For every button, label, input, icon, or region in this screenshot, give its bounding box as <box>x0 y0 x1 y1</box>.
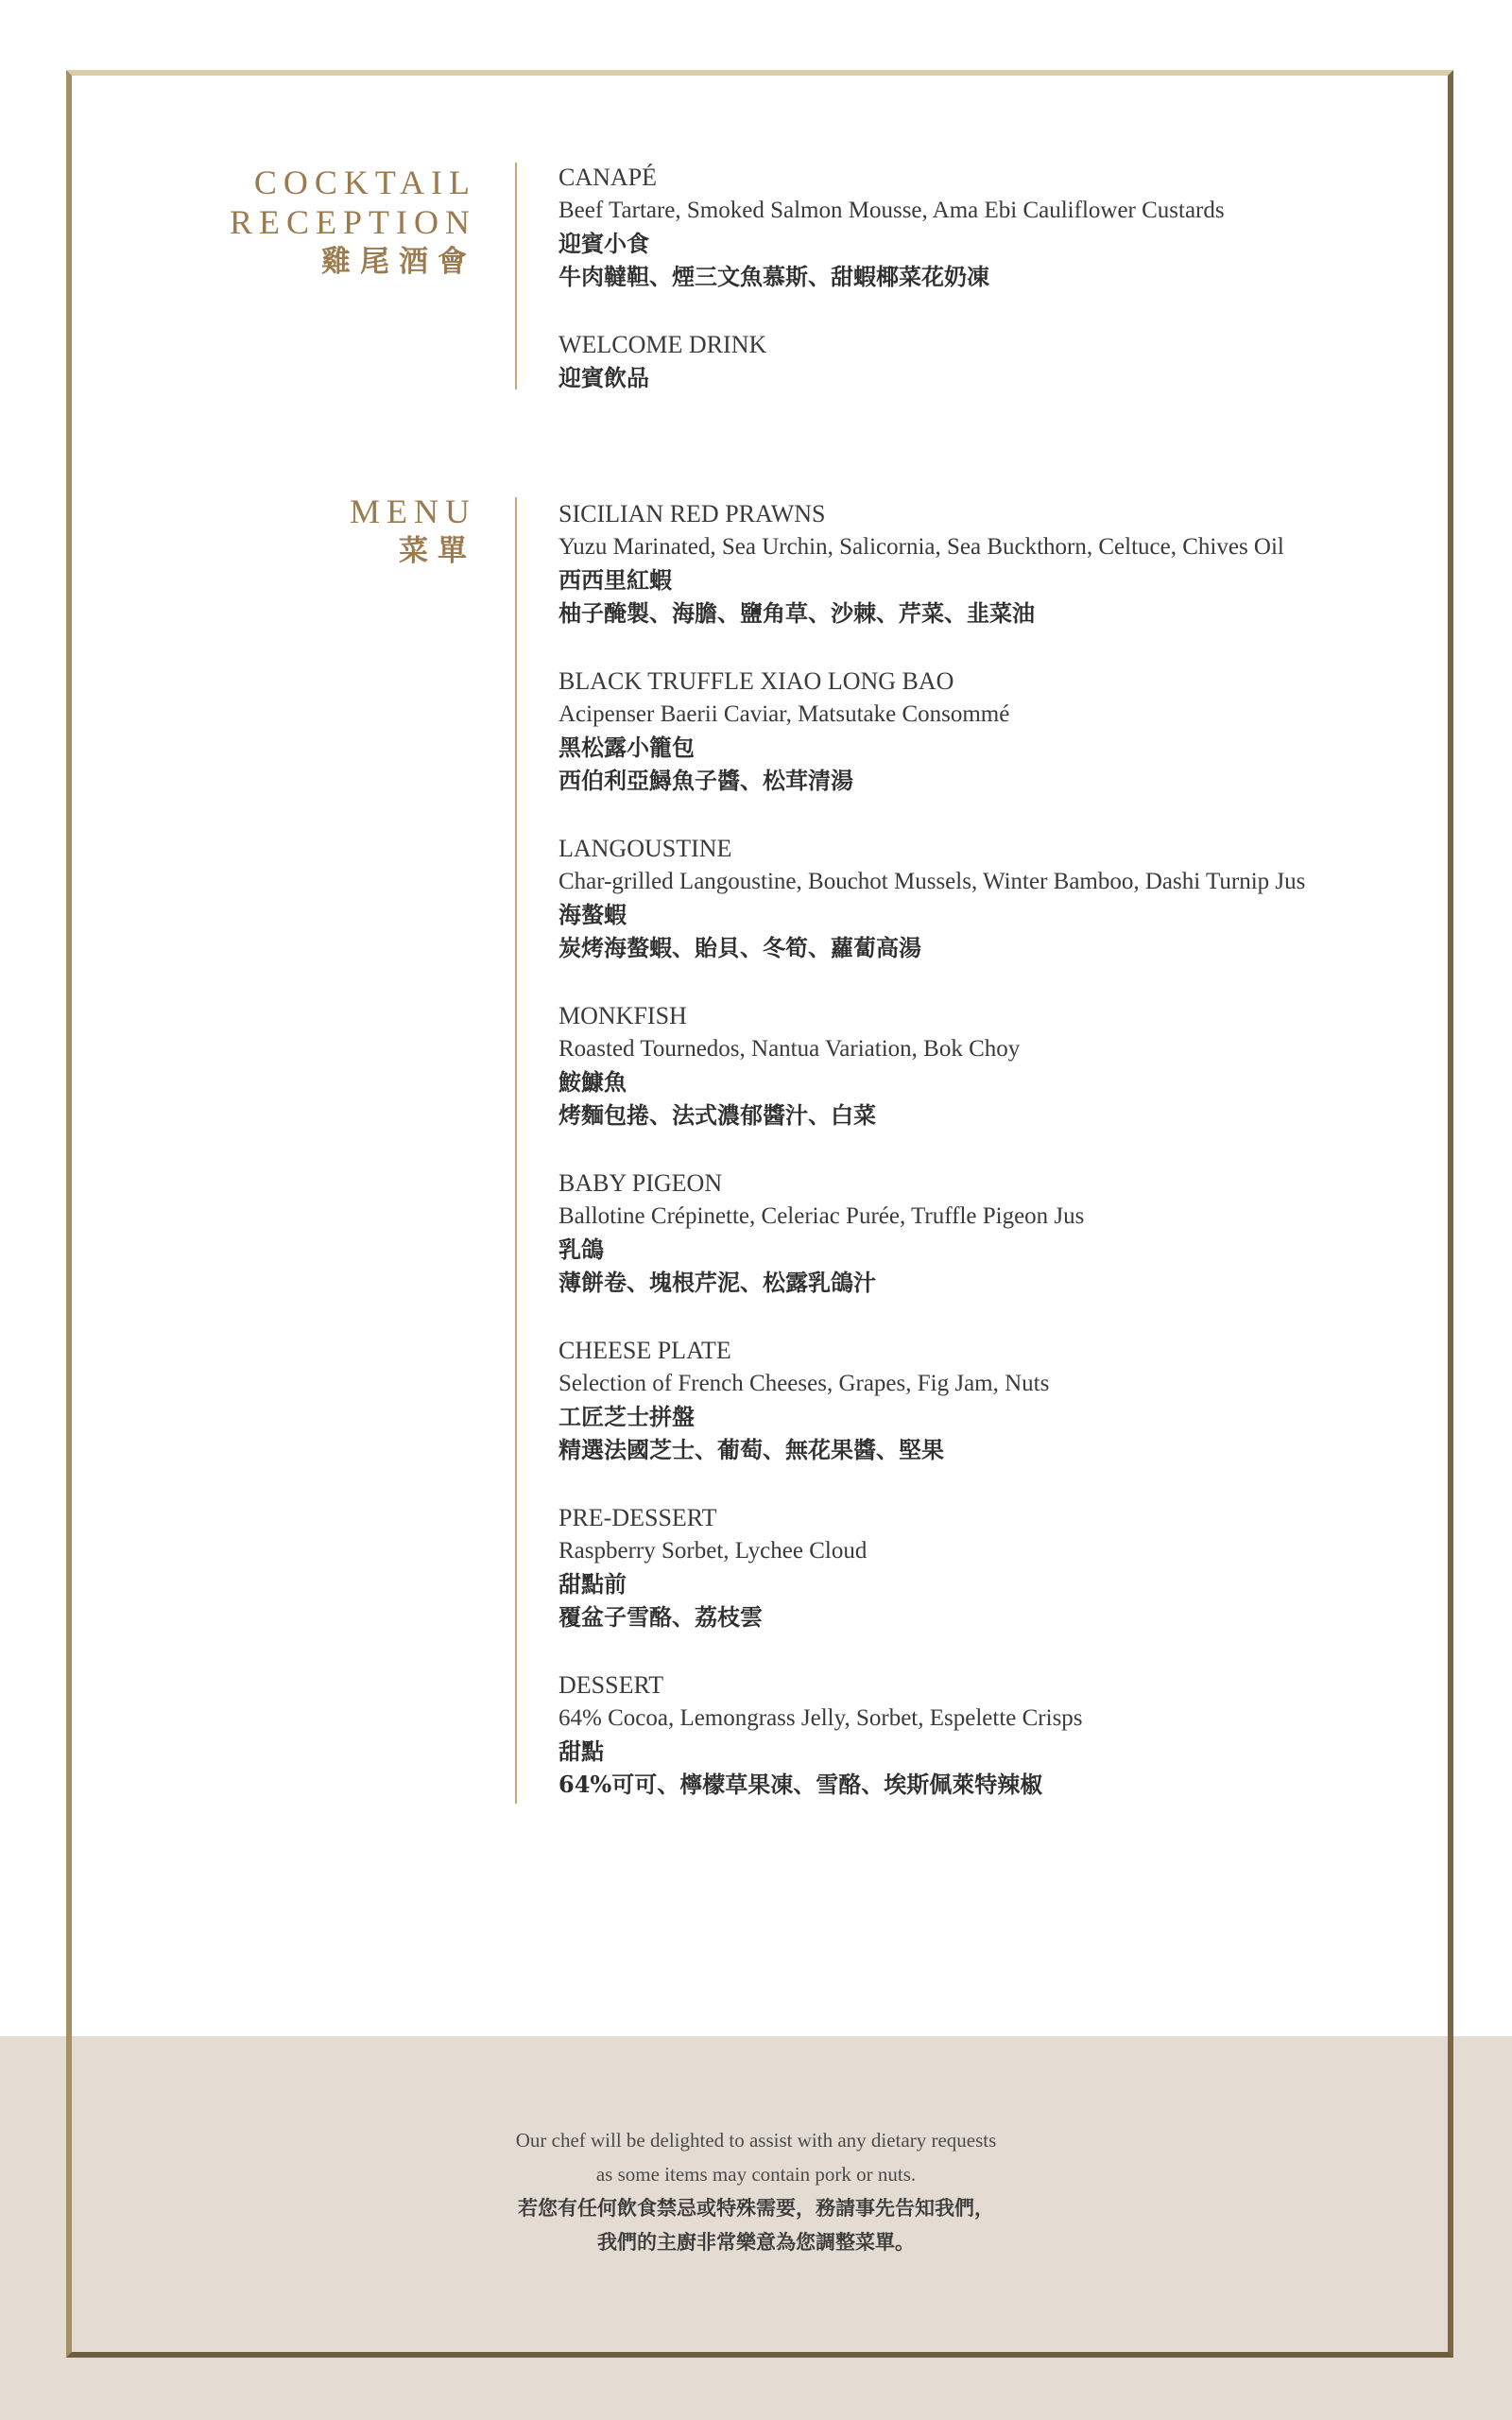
item-name: CANAPÉ <box>558 164 658 191</box>
item-name: MONKFISH <box>558 1002 687 1029</box>
item-description: Ballotine Crépinette, Celeriac Purée, Truffle Pigeon Jus <box>558 1203 1085 1229</box>
menu-item <box>558 832 1409 964</box>
item-name: PRE-DESSERT <box>558 1504 717 1531</box>
item-description: Char-grilled Langoustine, Bouchot Mussels, Winter Bamboo, Dashi Turnip Jus <box>558 869 1306 894</box>
cocktail-title-line-1: COCKTAIL <box>253 164 476 201</box>
menu-title: MENU <box>350 493 476 530</box>
item-name: BABY PIGEON <box>558 1169 723 1197</box>
item-name: SICILIAN RED PRAWNS <box>558 500 826 527</box>
menu-title-chinese: 菜單 <box>399 534 476 568</box>
menu-heading <box>350 492 476 571</box>
dietary-note <box>0 2123 1512 2259</box>
item-description-chinese: 西伯利亞鱘魚子醬、松茸清湯 <box>558 767 853 794</box>
menu-divider-line <box>515 497 517 1804</box>
item-name-chinese: 迎賓飲品 <box>558 364 649 391</box>
item-name: DESSERT <box>558 1671 664 1699</box>
cocktail-title-line-2: RECEPTION <box>230 203 476 241</box>
menu-item <box>558 328 1409 394</box>
item-description-chinese: 精選法國芝士、葡萄、無花果醬、堅果 <box>558 1436 944 1463</box>
menu-item <box>558 1668 1409 1801</box>
cocktail-reception-heading <box>230 163 476 282</box>
item-description-chinese: 牛肉韃靼、煙三文魚慕斯、甜蝦椰菜花奶凍 <box>558 263 989 290</box>
item-description: Beef Tartare, Smoked Salmon Mousse, Ama Ebi Cauliflower Custards <box>558 198 1225 223</box>
item-name: CHEESE PLATE <box>558 1337 731 1364</box>
menu-item <box>558 999 1409 1132</box>
item-name-chinese: 甜點 <box>558 1737 604 1765</box>
item-name: LANGOUSTINE <box>558 835 732 862</box>
item-name-chinese: 海螯蝦 <box>558 901 627 928</box>
cocktail-title-chinese: 雞尾酒會 <box>321 245 476 279</box>
dietary-note-english-line-1: Our chef will be delighted to assist with any dietary requests <box>515 2129 997 2152</box>
item-name-chinese: 乳鴿 <box>558 1236 604 1263</box>
item-name: WELCOME DRINK <box>558 331 767 358</box>
dietary-note-chinese-line-2: 我們的主廚非常樂意為您調整菜單。 <box>597 2230 915 2254</box>
item-name: BLACK TRUFFLE XIAO LONG BAO <box>558 667 954 695</box>
cocktail-divider-line <box>515 163 517 389</box>
item-name-chinese: 西西里紅蝦 <box>558 566 672 594</box>
item-name-chinese: 工匠芝士拼盤 <box>558 1403 695 1430</box>
dietary-note-chinese-line-1: 若您有任何飲食禁忌或特殊需要，務請事先告知我們， <box>518 2196 994 2220</box>
menu-item <box>558 497 1409 630</box>
item-description: Yuzu Marinated, Sea Urchin, Salicornia, Sea Buckthorn, Celtuce, Chives Oil <box>558 534 1284 560</box>
item-description-chinese: 炭烤海螯蝦、貽貝、冬筍、蘿蔔高湯 <box>558 934 921 961</box>
menu-items-list <box>558 497 1409 1836</box>
item-description: Raspberry Sorbet, Lychee Cloud <box>558 1538 868 1564</box>
item-description-chinese: 64%可可、檸檬草果凍、雪酪、埃斯佩萊特辣椒 <box>558 1771 1043 1798</box>
dietary-note-english-line-2: as some items may contain pork or nuts. <box>595 2163 917 2186</box>
menu-item <box>558 161 1409 293</box>
item-description: Acipenser Baerii Caviar, Matsutake Consommé <box>558 701 1010 727</box>
item-name-chinese: 鮟鱇魚 <box>558 1068 627 1096</box>
cocktail-items-list <box>558 161 1409 429</box>
item-description: Selection of French Cheeses, Grapes, Fig Jam, Nuts <box>558 1371 1050 1396</box>
item-name-chinese: 甜點前 <box>558 1570 627 1598</box>
menu-item <box>558 665 1409 797</box>
item-description: Roasted Tournedos, Nantua Variation, Bok Choy <box>558 1036 1021 1062</box>
item-name-chinese: 迎賓小食 <box>558 230 649 257</box>
menu-item <box>558 1167 1409 1299</box>
item-name-chinese: 黑松露小籠包 <box>558 734 695 761</box>
item-description-chinese: 覆盆子雪酪、荔枝雲 <box>558 1603 763 1631</box>
item-description: 64% Cocoa, Lemongrass Jelly, Sorbet, Espelette Crisps <box>558 1705 1083 1731</box>
item-description-chinese: 柚子醃製、海膽、鹽角草、沙棘、芹菜、韭菜油 <box>558 599 1035 627</box>
item-description-chinese: 烤麵包捲、法式濃郁醬汁、白菜 <box>558 1101 876 1129</box>
item-description-chinese: 薄餅卷、塊根芹泥、松露乳鴿汁 <box>558 1269 876 1296</box>
menu-item <box>558 1501 1409 1634</box>
menu-item <box>558 1334 1409 1466</box>
